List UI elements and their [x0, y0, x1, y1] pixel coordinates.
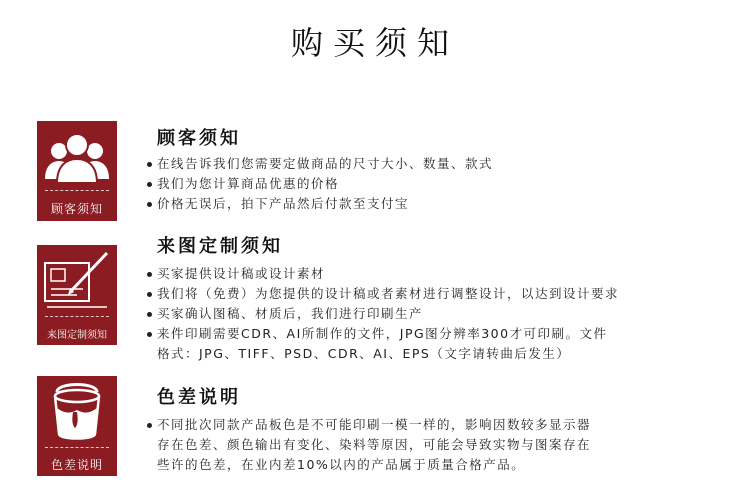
list-item: 我们为您计算商品优惠的价格	[147, 174, 493, 194]
badge-customer-notice	[37, 121, 117, 221]
list-item: 来件印刷需要CDR、AI所制作的文件，JPG图分辨率300才可印刷。文件 格式：JPG、TIFF、PSD、CDR、AI、EPS（文字请转曲后发生）	[147, 324, 619, 364]
badge-divider	[45, 447, 109, 448]
list-item: 价格无误后，拍下产品然后付款至支付宝	[147, 194, 493, 214]
list-item: 我们将（免费）为您提供的设计稿或者素材进行调整设计，以达到设计要求	[147, 284, 619, 304]
paint-bucket-icon	[37, 376, 117, 448]
list-item: 买家确认图稿、材质后，我们进行印刷生产	[147, 304, 619, 324]
badge-color-difference	[37, 376, 117, 476]
item-list	[147, 154, 493, 214]
badge-custom-design-notice	[37, 245, 117, 345]
badge-label: 来图定制须知	[47, 330, 107, 341]
section-title: 顾客须知	[157, 128, 241, 149]
item-list	[147, 415, 591, 475]
section-title: 来图定制须知	[157, 236, 283, 257]
section-customer-notice	[37, 121, 727, 221]
badge-divider	[45, 316, 109, 317]
section-title: 色差说明	[157, 387, 241, 408]
badge-label: 顾客须知	[50, 202, 103, 216]
section-custom-design-notice	[37, 236, 727, 361]
list-item: 不同批次同款产品板色是不可能印刷一模一样的，影响因数较多显示器 存在色差、颜色输出有变化、染料等原因，可能会导致实物与图案存在 些许的色差，在业内差10%以内的产品属于质量合格产品。	[147, 415, 591, 475]
item-list	[147, 264, 619, 364]
design-drawing-icon	[37, 245, 117, 320]
customers-icon	[37, 121, 117, 191]
badge-divider	[45, 190, 109, 191]
section-color-difference	[37, 376, 727, 476]
page-title: 购买须知	[290, 24, 459, 62]
list-item: 在线告诉我们您需要定做商品的尺寸大小、数量、款式	[147, 154, 493, 174]
badge-label: 色差说明	[50, 458, 103, 472]
list-item: 买家提供设计稿或设计素材	[147, 264, 619, 284]
